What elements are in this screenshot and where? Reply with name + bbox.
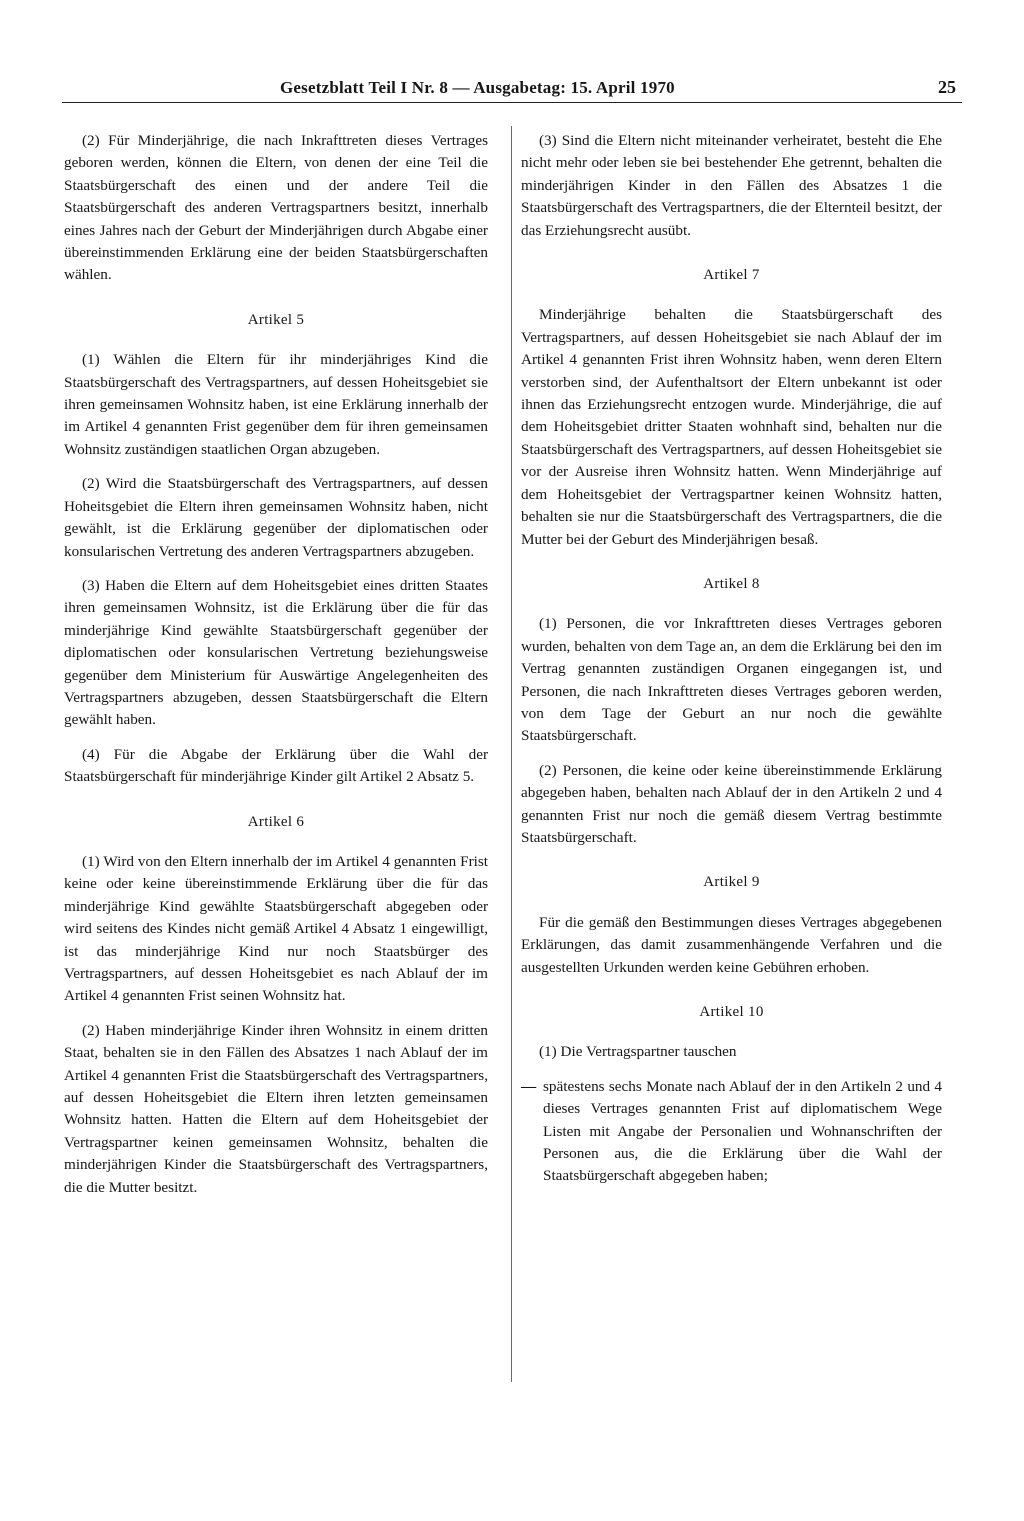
article-heading: Artikel 8 — [703, 575, 760, 592]
left-column — [64, 130, 488, 1211]
paragraph: (1) Wird von den Eltern innerhalb der im Artikel 4 genannten Frist keine oder keine übereinstimmende Erklärung über die für das minderjährige Kind gewählte Staatsbürgerschaft abgegeben oder wird seitens des Kindes nicht gemäß Artikel 4 Absatz 1 eingewilligt, ist das minderjährige Kind nur noch Staatsbürger des Vertragspartners, auf dessen Hoheitsgebiet es nach Ablauf der im Artikel 4 genannten Frist seinen Wohnsitz hat. — [64, 852, 488, 1005]
paragraph: Für die gemäß den Bestimmungen dieses Vertrages abgegebenen Erklärungen, das damit zusammenhängende Verfahren und die ausgestellten Urkunden werden keine Gebühren erhoben. — [521, 913, 942, 976]
paragraph: (1) Die Vertragspartner tauschen — [539, 1043, 737, 1061]
list-item-text: spätestens sechs Monate nach Ablauf der in den Artikeln 2 und 4 dieses Vertrages genannten Frist auf diplomatischem Wege Listen mit Angabe der Personalien und Wohnanschriften der Personen aus, die die Erklärung über die Wahl der Staatsbürgerschaft abgegeben haben; — [543, 1077, 942, 1185]
paragraph: (1) Personen, die vor Inkrafttreten dieses Vertrages geboren wurden, behalten von dem Tage an, an dem die Erklärung bei den im Vertrag genannten zuständigen Organen eingegangen ist, und Personen, die nach Inkrafttreten dieses Vertrages geboren werden, von dem Tage der Geburt an nur noch die gewählte Staatsbürgerschaft. — [521, 615, 942, 745]
paragraph: (2) Für Minderjährige, die nach Inkrafttreten dieses Vertrages geboren werden, können die Eltern, von denen der eine Teil die Staatsbürgerschaft des einen und der andere Teil die Staatsbürgerschaft des anderen Vertragspartners besitzt, innerhalb eines Jahres nach der Geburt der Minderjährigen durch Abgabe einer übereinstimmenden Erklärung eine der beiden Staatsbürgerschaften wählen. — [64, 132, 488, 284]
paragraph: (1) Wählen die Eltern für ihr minderjähriges Kind die Staatsbürgerschaft des Vertragspartners, auf dessen Hoheitsgebiet sie ihren gemeinsamen Wohnsitz haben, ist eine Erklärung innerhalb der im Artikel 4 genannten Frist gegenüber dem für ihren gemeinsamen Wohnsitz zuständigen staatlichen Organ abzugeben. — [64, 351, 488, 458]
paragraph: Minderjährige behalten die Staatsbürgerschaft des Vertragspartners, auf dessen Hoheitsgebiet sie nach Ablauf der im Artikel 4 genannten Frist ihren Wohnsitz haben, wenn deren Eltern verstorben sind, der Aufenthaltsort der Eltern unbekannt ist oder ihnen das Erziehungsrecht entzogen wurde. Minderjährige, die auf dem Hoheitsgebiet dritter Staaten wohnhaft sind, behalten nur die Staatsbürgerschaft des Vertragspartners, auf dessen Hoheitsgebiet sie vor der Ausreise ihren Wohnsitz hatten. Wenn Minderjährige auf dem Hoheitsgebiet der Vertragspartner keinen Wohnsitz hatten, behalten sie nur die Staatsbürgerschaft des Vertragspartners, die die Mutter bei der Geburt des Minderjährigen besaß. — [521, 306, 942, 548]
paragraph: (3) Haben die Eltern auf dem Hoheitsgebiet eines dritten Staates ihren gemeinsamen Wohnsitz, ist die Erklärung über die für das minderjährige Kind gewählte Staatsbürgerschaft gegenüber der diplomatischen oder konsularischen Vertretung beziehungsweise gegenüber dem Ministerium für Auswärtige Angelegenheiten des Vertragspartners abzugeben, dessen Staatsbürgerschaft die Eltern gewählt haben. — [64, 576, 488, 729]
right-column — [521, 130, 942, 1188]
article-heading: Artikel 10 — [699, 1004, 764, 1020]
paragraph: (4) Für die Abgabe der Erklärung über die Wahl der Staatsbürgerschaft für minderjährige Kinder gilt Artikel 2 Absatz 5. — [64, 745, 488, 786]
paragraph: (3) Sind die Eltern nicht miteinander verheiratet, besteht die Ehe nicht mehr oder leben sie bei bestehender Ehe getrennt, behalten die minderjährigen Kinder in den Fällen des Absatzes 1 die Staatsbürgerschaft des Vertragspartners, die der Elternteil besitzt, der das Erziehungsrecht ausübt. — [521, 132, 942, 239]
header-title: Gesetzblatt Teil I Nr. 8 — Ausgabetag: 15. April 1970 — [280, 78, 675, 97]
article-heading: Artikel 6 — [247, 813, 305, 830]
article-heading: Artikel 9 — [703, 874, 760, 891]
article-heading: Artikel 5 — [247, 311, 305, 328]
page-number: 25 — [938, 77, 956, 97]
dash-marker: — — [521, 1077, 537, 1095]
column-divider — [511, 126, 512, 1382]
paragraph: (2) Personen, die keine oder keine übereinstimmende Erklärung abgegeben haben, behalten nach Ablauf der in den Artikeln 2 und 4 genannten Frist nur noch die gemäß diesem Vertrag bestimmte Staatsbürgerschaft. — [521, 761, 942, 846]
list-item — [521, 1076, 942, 1188]
paragraph: (2) Wird die Staatsbürgerschaft des Vertragspartners, auf dessen Hoheitsgebiet die Eltern ihren gemeinsamen Wohnsitz haben, nicht gewählt, ist die Erklärung gegenüber der diplomatischen oder konsularischen Vertretung des anderen Vertragspartners abzugeben. — [64, 475, 488, 560]
article-heading: Artikel 7 — [703, 267, 760, 284]
paragraph: (2) Haben minderjährige Kinder ihren Wohnsitz in einem dritten Staat, behalten sie in den Fällen des Absatzes 1 nach Ablauf der im Artikel 4 genannten Frist die Staatsbürgerschaft des Vertragspartners, auf dessen Hoheitsgebiet die Eltern ihren letzten gemeinsamen Wohnsitz hatten. Hatten die Eltern auf dem Hoheitsgebiet der Vertragspartner keinen gemeinsamen Wohnsitz, behalten die minderjährigen Kinder die Staatsbürgerschaft des Vertragspartners, die die Mutter besitzt. — [64, 1021, 488, 1196]
page-header — [62, 74, 962, 103]
